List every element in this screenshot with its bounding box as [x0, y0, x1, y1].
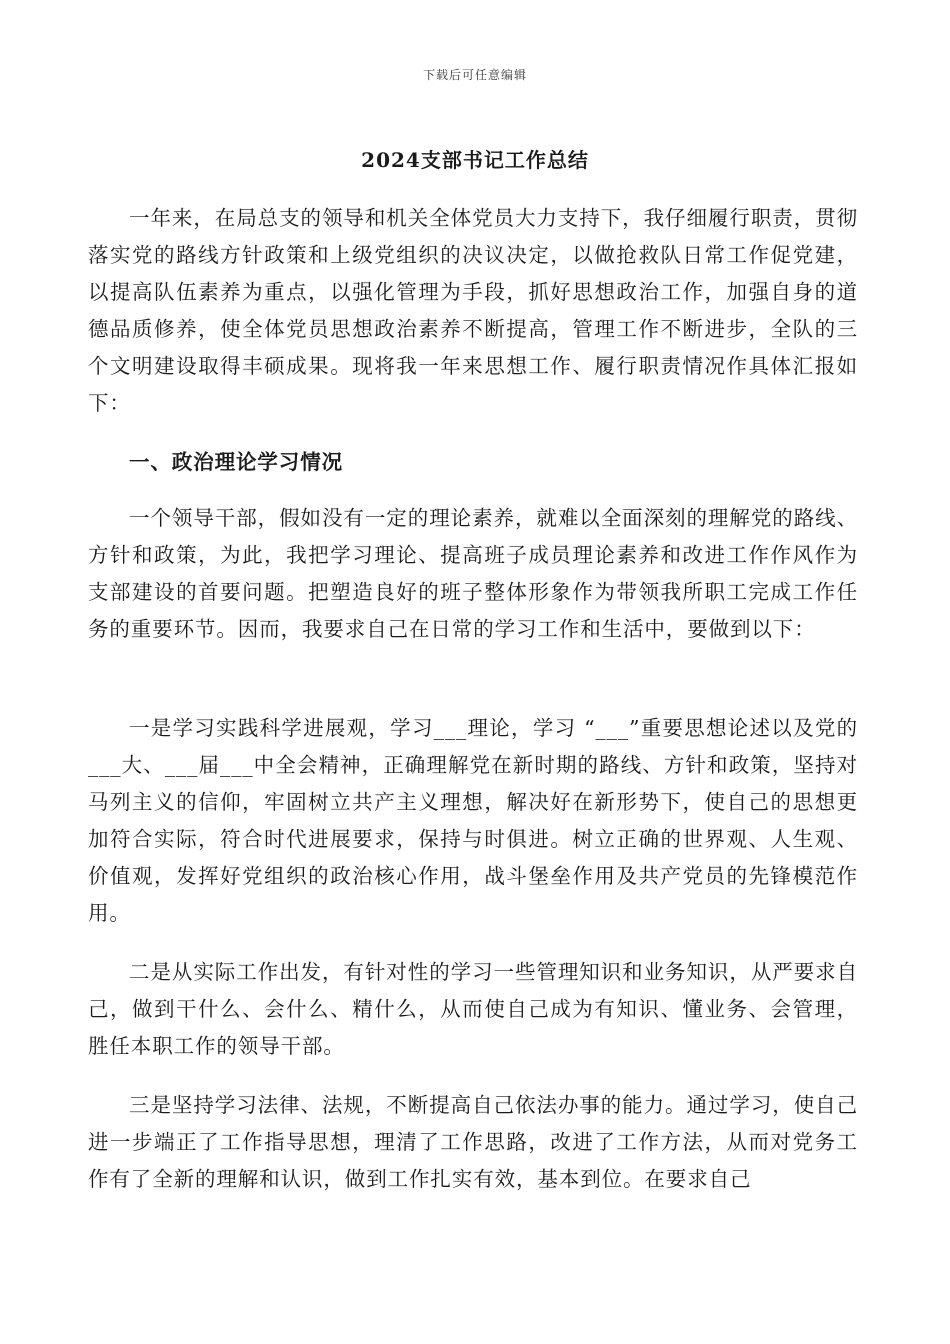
section-heading-political-study: 一、政治理论学习情况 [129, 450, 343, 474]
body-paragraph: 一个领导干部，假如没有一定的理论素养，就难以全面深刻的理解党的路线、方针和政策，为此，我把学习理论、提高班子成员理论素养和改进工作作风作为支部建设的首要问题。把塑造良好的班子整体形象作为带领我所职工完成工作任务的重要环节。因而，我要求自己在日常的学习工作和生活中，要做到以下： [88, 506, 858, 641]
body-paragraph: 三是坚持学习法律、法规，不断提高自己依法办事的能力。通过学习，使自己进一步端正了工作指导思想，理清了工作思路，改进了工作方法，从而对党务工作有了全新的理解和认识，做到工作扎实有效，基本到位。在要求自己 [88, 1093, 858, 1191]
body-paragraph: 一是学习实践科学进展观，学习___理论，学习 “___”重要思想论述以及党的___大、___届___中全会精神，正确理解党在新时期的路线、方针和政策，坚持对马列主义的信仰，牢固树立共产主义理想，解决好在新形势下，使自己的思想更加符合实际，符合时代进展要求，保持与时俱进。树立正确的世界观、人生观、价值观，发挥好党组织的政治核心作用，战斗堡垒作用及共产党员的先锋模范作用。 [88, 716, 858, 925]
document-title: 2024支部书记工作总结 [361, 148, 589, 172]
body-paragraph: 二是从实际工作出发，有针对性的学习一些管理知识和业务知识，从严要求自己，做到干什么、会什么、精什么，从而使自己成为有知识、懂业务、会管理，胜任本职工作的领导干部。 [88, 960, 858, 1058]
intro-paragraph: 一年来，在局总支的领导和机关全体党员大力支持下，我仔细履行职责，贯彻落实党的路线方针政策和上级党组织的决议决定，以做抢救队日常工作促党建，以提高队伍素养为重点，以强化管理为手段，抓好思想政治工作，加强自身的道德品质修养，使全体党员思想政治素养不断提高，管理工作不断进步，全队的三个文明建设取得丰硕成果。现将我一年来思想工作、履行职责情况作具体汇报如下： [88, 206, 858, 415]
header-note: 下载后可任意编辑 [422, 68, 527, 82]
